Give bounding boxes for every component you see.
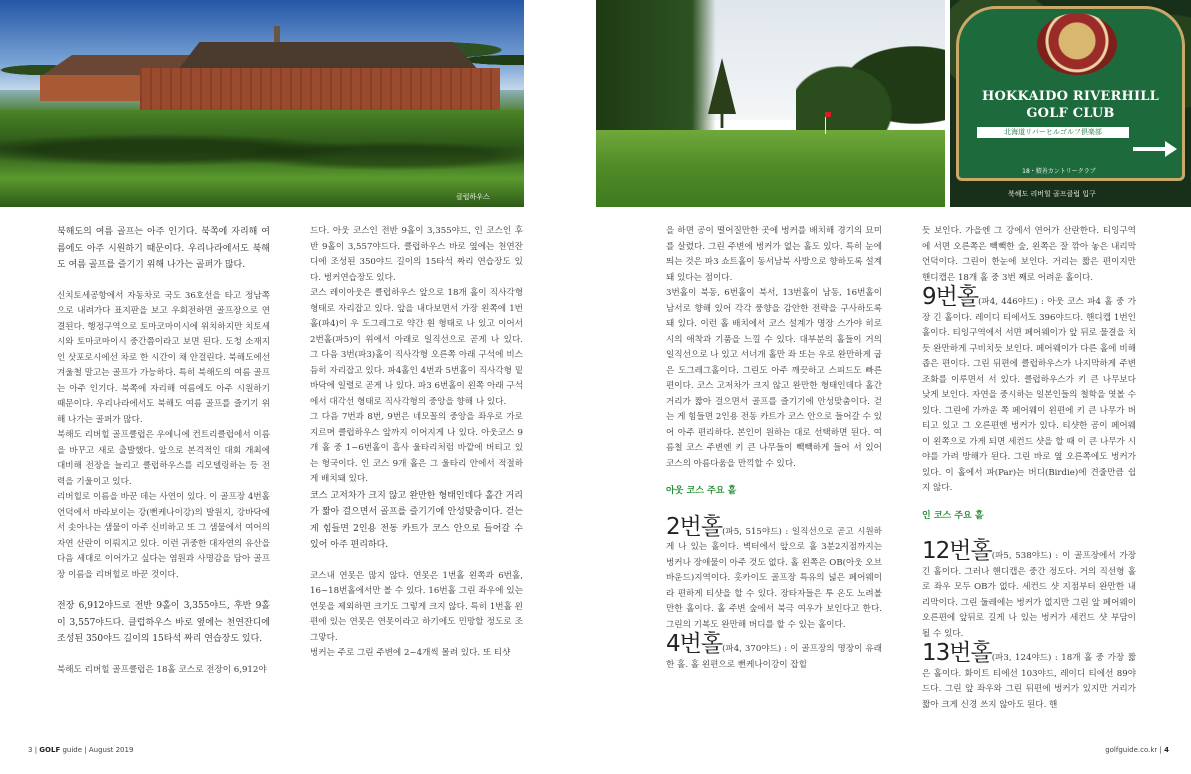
sign-title-line2: GOLF CLUB	[1026, 106, 1115, 121]
sign-title-line1: HOKKAIDO RIVERHILL	[982, 89, 1159, 104]
magazine-brand: GOLF	[39, 746, 61, 754]
entrance-caption: 북해도 리버힐 골프클럽 입구	[1008, 190, 1096, 198]
hole-2-text: (파5, 515야드) : 일직선으로 곧고 시원하게 나 있는 홀이다. 벽터에서 앞으로 홀 3분2지점까지는 벙커나 장애물이 아주 것도 없다. 홀 왼쪽은 OB(아웃 오브 바운드)지역이다. 홋카이도 골프장 특유의 넓은 페어웨이라 편하게 티샷을 할 수 있다. 장타자들은 투 온도 노려볼만한 홀이다. 홀 주변 숲에서 북극 여우가 보인다고 한다. 그린의 기복도 완만해 버디를 할 수 있는 홀이다.	[666, 526, 882, 630]
text-column-1	[57, 224, 270, 693]
entrance-sign-photo	[950, 0, 1191, 207]
body-paragraph: 듯 보인다. 가을엔 그 강에서 연어가 산란한다. 티잉구역에 서면 오른쪽은 빽빽한 숲, 왼쪽은 잘 깎아 놓은 내리막 언덕이다. 그린이 한눈에 보인다. 거리는 짧은 편이지만 핸디캡은 18개 홀 중 3번 째로 어려운 홀이다.	[922, 226, 1136, 283]
left-folio: 3 | GOLF guide | August 2019	[28, 746, 134, 754]
pin-flag	[825, 112, 831, 117]
magazine-url[interactable]: golfguide.co.kr	[1105, 746, 1158, 754]
right-page-number: 4	[1164, 746, 1169, 754]
body-paragraph: 북해도 리버힐 골프클럽은 18홀 코스로 전장이 6,912야	[57, 664, 267, 675]
hole-9-heading: 9번홀	[922, 284, 979, 310]
left-page-number: 3	[28, 746, 33, 754]
body-paragraph: 신치토세공항에서 자동차로 국도 36호선을 타고 정남쪽으로 내려가다 표지판을 보고 우회전하면 골프장으로 연결된다. 행정구역으로 토마코마이시에 위치하지만 치토세시와 토마코마이시 중간쯤이라고 보면 된다. 도청 소재지인 삿포로시에선 차로 한 시간이 채 안걸린다. 북해도에선 겨울철 말고는 골프가 가능하다. 특히 북해도의 여름 골프는 아주 인기다. 북쪽에 자리해 여름에도 아주 시원하기 때문이다. 우리나라에서도 북해도 여름 골프를 즐기기 위해 나가는 골퍼가 많다.	[57, 290, 270, 425]
issue-date: August 2019	[88, 746, 134, 754]
sign-subtext: 18・積善カントリークラブ	[1022, 168, 1096, 175]
text-column-3	[666, 224, 882, 688]
body-paragraph: 전장 6,912야드로 전반 9홀이 3,355야드, 후반 9홀이 3,557야드다. 클럽하우스 바로 옆에는 천연잔디에 조성된 350야드 길이의 15타석 짜리 연습장도 있다.	[57, 601, 270, 644]
hole-13-text: (파3, 124야드) : 18개 홀 중 가장 짧은 홀이다. 화이트 티에선 103야드, 레이디 티에선 89야드다. 그린 앞 좌우와 그린 뒤편에 벙커가 있지만 거리가 짧아 크게 신경 쓰지 않아도 된다. 핸	[922, 653, 1136, 710]
hole-2-heading: 2번홀	[666, 513, 723, 540]
body-paragraph: 코스 고저차가 크지 않고 완만한 형태인데다 홀간 거리가 짧아 걸으면서 골프를 즐기기에 안성맞춤이다. 걷는 게 힘들면 2인용 전동 카트가 코스 안으로 들어갈 수 있어 아주 편리하다.	[310, 490, 523, 550]
body-paragraph: 을 하면 공이 떨어질만한 곳에 벙커를 배치해 경기의 묘미를 살렸다. 그린 주변에 벙커가 없는 홀도 있다. 특히 눈에 띄는 것은 파3 쇼트홀이 동서남북 사방으로 향하도록 설계돼 있다는 점이다.	[666, 226, 882, 283]
text-column-4	[922, 224, 1136, 728]
club-emblem-icon	[1037, 13, 1117, 75]
section-title-in-course: 인 코스 주요 홀	[922, 510, 984, 521]
right-folio: golfguide.co.kr | 4	[1105, 746, 1169, 754]
hole-9-text: (파4, 446야드) : 아웃 코스 파4 홀 중 가장 긴 홀이다. 레이디 티에서도 396야드다. 핸디캡 1번인 홀이다. 티잉구역에서 서면 페어웨이가 앞 뒤로 물결을 치듯 완만하게 구비치듯 보인다. 페어웨이가 다른 홀에 비해 좁은 편이다. 그린 뒤편에 클럽하우스가 나지막하게 주변 조화를 이루면서 서 있다. 클럽하우스가 키 큰 나무보다 낮게 보인다. 자연을 중시하는 일본인들의 철학을 엿볼 수 있다. 그린에 가까운 쪽 페어웨이 왼편에 키 큰 나무가 버티고 있고 그 오른편엔 벙커가 있다. 티샷한 공이 페어웨이 왼쪽으로 가게 되면 세컨드 샷을 할 때 이 큰 나무가 시야를 가려 방해가 된다. 그린 바로 옆 오른쪽에도 벙커가 있다. 이 홀에서 파(Par)는 버디(Birdie)에 견줄만큼 쉽지 않다.	[922, 297, 1136, 493]
hole-12-text: (파5, 538야드) : 이 골프장에서 가장 긴 홀이다. 그러나 핸디캡은 중간 정도다. 거의 직선형 홀로 좌우 모두 OB가 없다. 세컨드 샷 지점부터 완만한 내리막이다. 그린 둘레에는 벙커가 없지만 그린 앞 페어웨이 오른편에 앞뒤로 길게 나 있는 벙커가 세컨드 샷 부담이 될 수 있다.	[922, 551, 1136, 639]
magazine-brand-suffix: guide	[62, 746, 83, 754]
body-paragraph: 3번홀이 북동, 6번홀이 북서, 13번홀이 남동, 16번홀이 남서로 향해 있어 각각 풍향을 감안한 전략을 구사하도록 돼 있다. 이런 홀 배치에서 코스 설계가 명장 스가야 히로시의 애착과 기품을 느낄 수 있다. 대부분의 홀들이 거의 일직선으로 나 있고 서너개 홀만 좌 또는 우로 완만하게 굽은 도그레그홀이다. 그린도 아주 깨끗하고 스피드도 빠른 편이다. 코스 고저차가 크지 않고 완만한 형태인데다 홀간 거리가 짧아 걸으면서 골프를 즐기기에 안성맞춤이다. 걷는 게 힘들면 2인용 전동 카트가 코스 안으로 들어갈 수 있어 아주 편리하다. 본인이 원하는 대로 선택하면 된다. 여름철 코스 주변엔 키 큰 나무들이 빽빽하게 들어 서 있어 코스의 아름다움을 만끽할 수 있다.	[666, 288, 882, 469]
clubhouse-photo	[0, 0, 524, 207]
hole-13-paragraph	[922, 642, 1136, 713]
lead-paragraph: 북해도의 여름 골프는 아주 인기다. 북쪽에 자리해 여름에도 아주 시원하기 때문이다. 우리나라에서도 북해도 여름 골프를 즐기기 위해 나가는 골퍼가 많다.	[57, 227, 270, 270]
body-paragraph: 북해도 리버힐 골프클럽은 우에니에 컨트리클럽에서 이름을 바꾸고 새로 출발했다. 앞으로 본격적인 대회 개최에 대비해 전장을 늘리고 클럽하우스를 리모델링하는 등 전력을 기울이고 있다.	[57, 430, 270, 487]
sign-japanese-name: 北海道リバーヒルゴルフ倶楽部	[977, 127, 1129, 138]
body-paragraph: 벙커는 주로 그린 주변에 2~4개씩 몰려 있다. 또 티샷	[310, 648, 511, 658]
arrow-right-icon	[1131, 139, 1179, 159]
body-paragraph: 코스 레이아웃은 클럽하우스 앞으로 18개 홀이 직사각형 형태로 자리잡고 있다. 앞을 내다보면서 가장 왼쪽에 1번홀(파4)이 우 도그레그로 약간 휜 형태로 나 있고 이어서 2번홀(파5)이 위에서 아래로 일직선으로 곧게 나 있다. 그 다음 3번(파3)홀이 직사각형 오른쪽 아래 구석에 비스듬히 자리잡고 있다. 파4홀인 4번과 5번홀이 직사각형 밑바닥에 일렬로 곧게 나 있다. 파3 6번홀이 왼쪽 아래 구석에서 대각선 형태로 직사각형의 중앙을 향해 나 있다.	[310, 288, 523, 407]
body-paragraph: 리버힐로 이름을 바꾼 데는 사연이 있다. 이 골프장 4번홀 언덕에서 바라보이는 강(뻔케나이강)의 발원지, 강바닥에서 솟아나는 샘물이 아주 신비하고 또 그 샘물에서 여어의 자연 산란이 이뤄지고 있다. 이런 귀중한 대자연의 유산을 다음 세대로 이어가고 싶다는 염원과 사명감을 담아 골프장 이름을 리버힐로 바꾼 것이다.	[57, 492, 270, 580]
hole-9-paragraph	[922, 286, 1136, 497]
section-title-out-course: 아웃 코스 주요 홀	[666, 486, 737, 496]
body-paragraph: 코스내 연못은 많지 않다. 연못은 1번홀 왼쪽과 6번홀, 16~18번홀에서만 볼 수 있다. 16번홀 그린 좌우에 있는 연못을 제외하면 크기도 그렇게 크지 않다. 특히 1번홀 왼편에 있는 연못은 연못이라고 하기에도 민망할 정도로 조그맣다.	[310, 570, 523, 643]
body-paragraph: 드다. 아웃 코스인 전반 9홀이 3,355야드, 인 코스인 후반 9홀이 3,557야드다. 클럽하우스 바로 옆에는 천연잔디에 조성된 350야드 길이의 15타석 짜리 연습장도 있다. 벙커연습장도 있다.	[310, 226, 523, 283]
course-photo	[596, 0, 945, 207]
body-paragraph: 그 다음 7번과 8번, 9번은 네모꼴의 중앙을 좌우로 가로지르며 클럽하우스 앞까지 이어지게 나 있다. 아웃코스 9개 홀 중 1~6번홀이 흡사 울타리처럼 바깥에 버티고 있는 형국이다. 인 코스 9개 홀은 그 울타리 안에서 적절하게 배치돼 있다.	[310, 412, 523, 484]
hole-12-paragraph	[922, 540, 1136, 642]
hole-12-heading: 12번홀	[922, 538, 992, 564]
hole-2-paragraph	[666, 513, 882, 634]
club-signboard	[956, 6, 1185, 181]
clubhouse-caption: 클럽하우스	[456, 193, 490, 201]
hole-4-paragraph	[666, 633, 882, 673]
hole-4-heading: 4번홀	[666, 631, 723, 657]
text-column-2	[310, 224, 523, 677]
hole-13-heading: 13번홀	[922, 640, 992, 666]
hole-4-text: (파4, 370야드) : 이 골프장의 명장이 유래한 홀. 홀 왼편으로 뻔케나이강이 잡힐	[666, 644, 882, 670]
